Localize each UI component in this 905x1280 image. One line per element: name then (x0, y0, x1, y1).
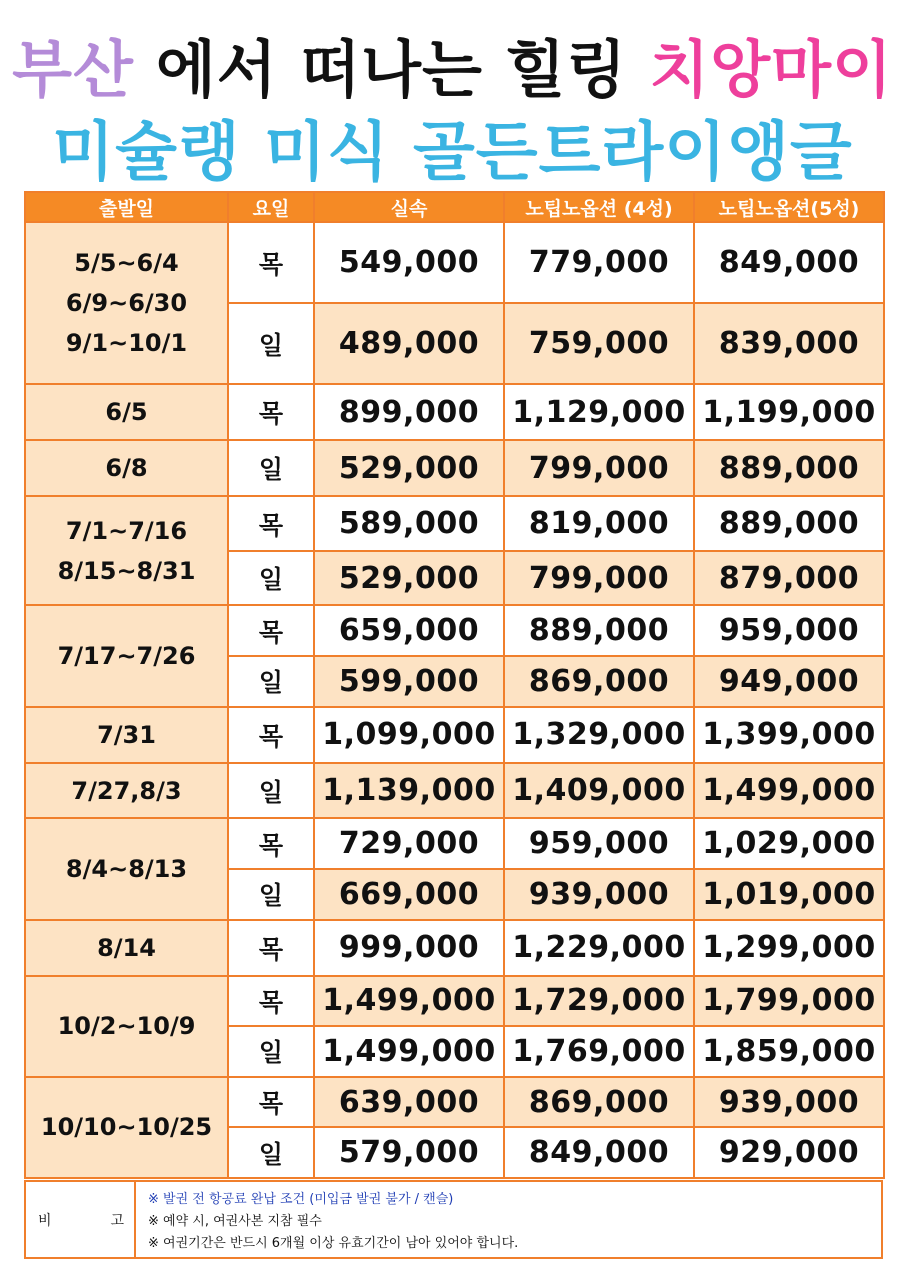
title-chiangmai: 치앙마이 (649, 33, 893, 106)
price-basic-cell: 1,499,000 (314, 1026, 504, 1077)
price-basic-cell: 529,000 (314, 551, 504, 606)
price-basic-cell: 1,139,000 (314, 763, 504, 819)
weekday-cell: 목 (228, 920, 314, 976)
notes-box (24, 1180, 883, 1259)
notes-label-right: 고 (110, 1212, 124, 1229)
price-4star-cell: 869,000 (504, 1077, 694, 1128)
price-5star-cell: 889,000 (694, 440, 884, 496)
price-5star-cell: 849,000 (694, 222, 884, 303)
departure-date-cell (25, 920, 228, 976)
departure-date: 7/17~7/26 (57, 642, 196, 671)
price-4star-cell: 1,729,000 (504, 976, 694, 1027)
price-5star-cell: 1,019,000 (694, 869, 884, 920)
weekday-cell: 목 (228, 1077, 314, 1128)
weekday-cell: 목 (228, 605, 314, 656)
weekday-cell: 목 (228, 818, 314, 869)
price-4star-cell: 869,000 (504, 656, 694, 707)
departure-date-cell (25, 818, 228, 919)
departure-date-cell (25, 605, 228, 706)
weekday-cell: 목 (228, 707, 314, 763)
weekday-cell: 일 (228, 763, 314, 819)
departure-date-cell (25, 496, 228, 605)
weekday-cell: 일 (228, 440, 314, 496)
price-5star-cell: 959,000 (694, 605, 884, 656)
price-5star-cell: 1,299,000 (694, 920, 884, 976)
page-title-line1 (0, 30, 905, 110)
price-4star-cell: 1,409,000 (504, 763, 694, 819)
departure-date-cell (25, 222, 228, 384)
departure-date: 8/15~8/31 (57, 556, 196, 585)
price-basic-cell: 639,000 (314, 1077, 504, 1128)
price-basic-cell: 589,000 (314, 496, 504, 551)
title-healing: 에서 떠나는 힐링 (155, 33, 628, 106)
departure-date-cell (25, 976, 228, 1077)
price-5star-cell: 1,029,000 (694, 818, 884, 869)
price-4star-cell: 1,329,000 (504, 707, 694, 763)
title-busan: 부산 (12, 33, 134, 106)
weekday-cell: 일 (228, 1026, 314, 1077)
header-notip-4star: 노팁노옵션 (4성) (504, 192, 694, 222)
price-5star-cell: 939,000 (694, 1077, 884, 1128)
price-basic-cell: 669,000 (314, 869, 504, 920)
price-5star-cell: 1,199,000 (694, 384, 884, 440)
weekday-cell: 일 (228, 1127, 314, 1178)
price-basic-cell: 489,000 (314, 303, 504, 384)
departure-date: 8/14 (97, 933, 156, 962)
table-row (25, 707, 884, 763)
departure-date: 8/4~8/13 (65, 855, 188, 884)
price-4star-cell: 1,129,000 (504, 384, 694, 440)
table-row (25, 818, 884, 869)
departure-date: 7/31 (97, 720, 156, 749)
departure-date-cell (25, 440, 228, 496)
weekday-cell: 목 (228, 976, 314, 1027)
departure-date: 7/27,8/3 (71, 776, 182, 805)
price-5star-cell: 1,859,000 (694, 1026, 884, 1077)
price-5star-cell: 929,000 (694, 1127, 884, 1178)
weekday-cell: 목 (228, 496, 314, 551)
notes-list (136, 1182, 881, 1257)
price-basic-cell: 899,000 (314, 384, 504, 440)
note-item: ※ 발권 전 항공료 완납 조건 (미입금 발권 불가 / 캔슬) (148, 1192, 454, 1207)
price-basic-cell: 1,499,000 (314, 976, 504, 1027)
price-5star-cell: 879,000 (694, 551, 884, 606)
table-row (25, 920, 884, 976)
price-4star-cell: 1,769,000 (504, 1026, 694, 1077)
table-row (25, 1077, 884, 1128)
weekday-cell: 일 (228, 656, 314, 707)
price-basic-cell: 729,000 (314, 818, 504, 869)
departure-date: 7/1~7/16 (65, 516, 188, 545)
price-basic-cell: 529,000 (314, 440, 504, 496)
notes-label (26, 1182, 136, 1257)
price-basic-cell: 659,000 (314, 605, 504, 656)
notes-label-left: 비 (38, 1212, 52, 1229)
departure-date: 5/5~6/4 (74, 249, 179, 278)
note-item: ※ 예약 시, 여권사본 지참 필수 (148, 1214, 322, 1229)
price-4star-cell: 889,000 (504, 605, 694, 656)
price-4star-cell: 1,229,000 (504, 920, 694, 976)
header-notip-5star: 노팁노옵션(5성) (694, 192, 884, 222)
price-basic-cell: 599,000 (314, 656, 504, 707)
price-basic-cell: 1,099,000 (314, 707, 504, 763)
price-4star-cell: 799,000 (504, 551, 694, 606)
weekday-cell: 일 (228, 551, 314, 606)
header-departure: 출발일 (25, 192, 228, 222)
departure-date-cell (25, 763, 228, 819)
table-row (25, 384, 884, 440)
price-5star-cell: 1,799,000 (694, 976, 884, 1027)
weekday-cell: 일 (228, 869, 314, 920)
table-row (25, 976, 884, 1027)
price-4star-cell: 939,000 (504, 869, 694, 920)
table-row (25, 440, 884, 496)
price-4star-cell: 779,000 (504, 222, 694, 303)
departure-date: 6/5 (105, 398, 148, 427)
price-4star-cell: 849,000 (504, 1127, 694, 1178)
price-5star-cell: 1,499,000 (694, 763, 884, 819)
price-5star-cell: 949,000 (694, 656, 884, 707)
price-5star-cell: 889,000 (694, 496, 884, 551)
price-table (24, 191, 885, 1179)
departure-date: 6/8 (105, 454, 148, 483)
table-row (25, 763, 884, 819)
price-5star-cell: 1,399,000 (694, 707, 884, 763)
price-basic-cell: 999,000 (314, 920, 504, 976)
weekday-cell: 목 (228, 384, 314, 440)
price-basic-cell: 579,000 (314, 1127, 504, 1178)
departure-date-cell (25, 1077, 228, 1178)
note-item: ※ 여권기간은 반드시 6개월 이상 유효기간이 남아 있어야 합니다. (148, 1236, 519, 1251)
price-4star-cell: 959,000 (504, 818, 694, 869)
price-5star-cell: 839,000 (694, 303, 884, 384)
departure-date: 6/9~6/30 (65, 289, 188, 318)
page-title-line2: 미슐랭 미식 골든트라이앵글 (52, 116, 853, 190)
price-4star-cell: 759,000 (504, 303, 694, 384)
departure-date-cell (25, 384, 228, 440)
table-header-row (25, 192, 884, 222)
departure-date-cell (25, 707, 228, 763)
price-4star-cell: 799,000 (504, 440, 694, 496)
departure-date: 10/10~10/25 (40, 1113, 213, 1142)
header-basic: 실속 (314, 192, 504, 222)
departure-date: 10/2~10/9 (57, 1012, 196, 1041)
departure-date: 9/1~10/1 (65, 329, 188, 358)
price-4star-cell: 819,000 (504, 496, 694, 551)
table-row (25, 496, 884, 551)
header-weekday: 요일 (228, 192, 314, 222)
weekday-cell: 목 (228, 222, 314, 303)
table-row (25, 605, 884, 656)
price-basic-cell: 549,000 (314, 222, 504, 303)
table-row (25, 222, 884, 303)
weekday-cell: 일 (228, 303, 314, 384)
